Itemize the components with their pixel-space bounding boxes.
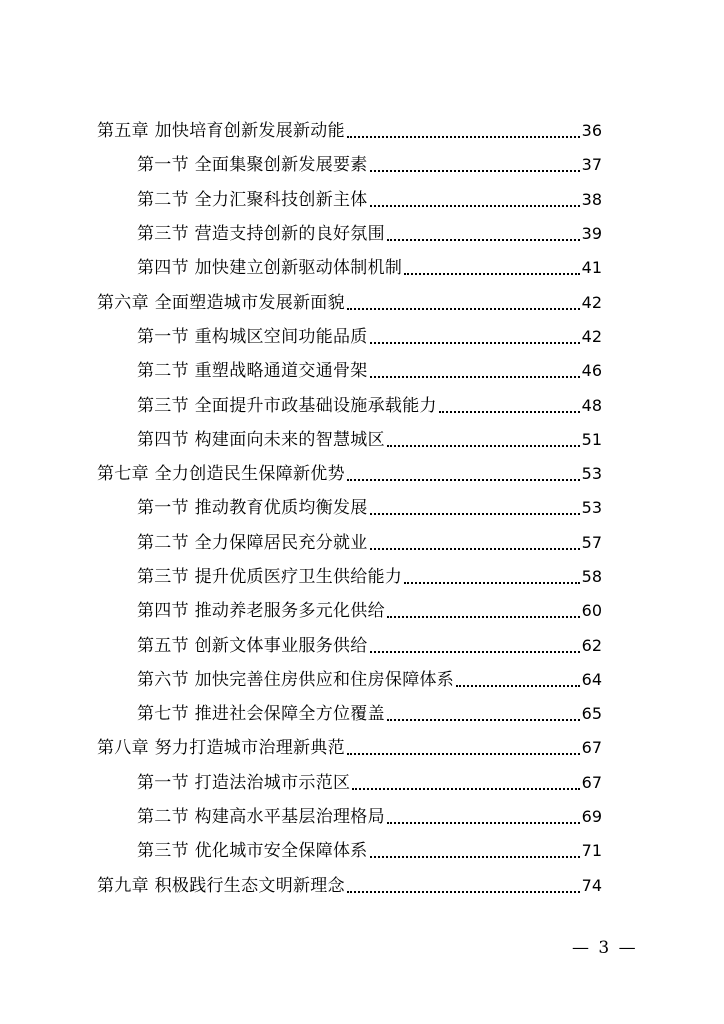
toc-page-number: 38 [581,189,602,209]
toc-dot-leader [370,376,580,378]
toc-entry-title: 第一节 全面集聚创新发展要素 [137,155,368,176]
toc-entry-title: 第一节 重构城区空间功能品质 [137,326,368,347]
page-number-footer: — 3 — [572,938,638,958]
toc-page-number: 48 [581,395,602,415]
toc-dot-leader [387,616,580,618]
toc-dot-leader [404,273,579,275]
toc-dot-leader [370,205,580,207]
toc-chapter-row[interactable] [0,114,724,148]
toc-page-number: 62 [581,635,602,655]
toc-page-number: 71 [581,841,602,861]
toc-section-row[interactable] [0,628,724,662]
toc-dot-leader [347,891,580,893]
toc-section-row[interactable] [0,423,724,457]
toc-entry-title: 第二节 全力保障居民充分就业 [137,532,368,553]
toc-chapter-row[interactable] [0,457,724,491]
toc-entry-title: 第七节 推进社会保障全方位覆盖 [137,704,385,725]
toc-section-row[interactable] [0,148,724,182]
toc-entry-title: 第四节 构建面向未来的智慧城区 [137,429,385,450]
toc-dot-leader [347,308,580,310]
toc-dot-leader [347,136,580,138]
toc-dot-leader [456,685,580,687]
toc-entry-title: 第二节 重塑战略通道交通骨架 [137,361,368,382]
toc-section-row[interactable] [0,526,724,560]
toc-page-number: 53 [581,498,602,518]
toc-section-row[interactable] [0,354,724,388]
toc-entry-title: 第三节 全面提升市政基础设施承载能力 [137,395,437,416]
toc-entry-title: 第三节 营造支持创新的良好氛围 [137,224,385,245]
toc-dot-leader [439,411,580,413]
toc-dot-leader [387,239,580,241]
toc-page-number: 65 [581,704,602,724]
toc-page-number: 42 [581,326,602,346]
toc-page-number: 41 [581,258,602,278]
toc-section-row[interactable] [0,388,724,422]
toc-section-row[interactable] [0,491,724,525]
toc-page-number: 51 [581,429,602,449]
toc-page-number: 67 [581,738,602,758]
toc-entry-title: 第三节 提升优质医疗卫生供给能力 [137,567,403,587]
toc-page-number: 46 [581,361,602,381]
table-of-contents [0,114,724,903]
toc-dot-leader [370,548,580,550]
toc-dot-leader [387,445,580,447]
toc-page-number: 69 [581,807,602,827]
toc-dot-leader [370,342,580,344]
toc-entry-title: 第九章 积极践行生态文明新理念 [97,875,345,896]
toc-page-number: 37 [581,155,602,175]
toc-page-number: 64 [581,669,602,689]
toc-entry-title: 第一节 打造法治城市示范区 [137,772,351,793]
toc-page-number: 36 [581,121,602,141]
toc-entry-title: 第七章 全力创造民生保障新优势 [97,464,345,485]
toc-section-row[interactable] [0,697,724,731]
toc-page-number: 57 [581,532,602,552]
toc-chapter-row[interactable] [0,869,724,903]
toc-entry-title: 第二节 全力汇聚科技创新主体 [137,189,368,210]
toc-section-row[interactable] [0,217,724,251]
toc-section-row[interactable] [0,766,724,800]
toc-dot-leader [370,513,580,515]
toc-entry-title: 第三节 优化城市安全保障体系 [137,841,368,862]
toc-section-row[interactable] [0,560,724,594]
toc-entry-title: 第二节 构建高水平基层治理格局 [137,807,385,828]
toc-entry-title: 第五章 加快培育创新发展新动能 [97,121,345,142]
toc-page-number: 60 [581,601,602,621]
toc-entry-title: 第四节 加快建立创新驱动体制机制 [137,258,403,279]
toc-dot-leader [347,753,580,755]
toc-section-row[interactable] [0,800,724,834]
toc-dot-leader [347,479,580,481]
toc-page-number: 42 [581,292,602,312]
toc-section-row[interactable] [0,183,724,217]
toc-section-row[interactable] [0,251,724,285]
toc-page-number: 58 [581,567,602,586]
toc-section-row[interactable] [0,663,724,697]
toc-page-number: 53 [581,464,602,484]
toc-dot-leader [352,788,579,790]
toc-section-row[interactable] [0,594,724,628]
toc-page-number: 74 [581,875,602,895]
toc-entry-title: 第五节 创新文体事业服务供给 [137,635,368,656]
toc-entry-title: 第四节 推动养老服务多元化供给 [137,601,385,622]
toc-dot-leader [370,651,580,653]
toc-page-number: 39 [581,224,602,244]
toc-chapter-row[interactable] [0,285,724,319]
toc-entry-title: 第六节 加快完善住房供应和住房保障体系 [137,669,455,690]
toc-dot-leader [404,582,579,584]
toc-dot-leader [370,856,580,858]
toc-dot-leader [387,719,580,721]
toc-section-row[interactable] [0,320,724,354]
toc-chapter-row[interactable] [0,731,724,765]
toc-entry-title: 第一节 推动教育优质均衡发展 [137,498,368,519]
toc-dot-leader [370,170,580,172]
toc-entry-title: 第六章 全面塑造城市发展新面貌 [97,292,345,313]
toc-page-number: 67 [581,772,602,792]
toc-section-row[interactable] [0,834,724,868]
toc-entry-title: 第八章 努力打造城市治理新典范 [97,738,345,759]
toc-dot-leader [387,822,580,824]
